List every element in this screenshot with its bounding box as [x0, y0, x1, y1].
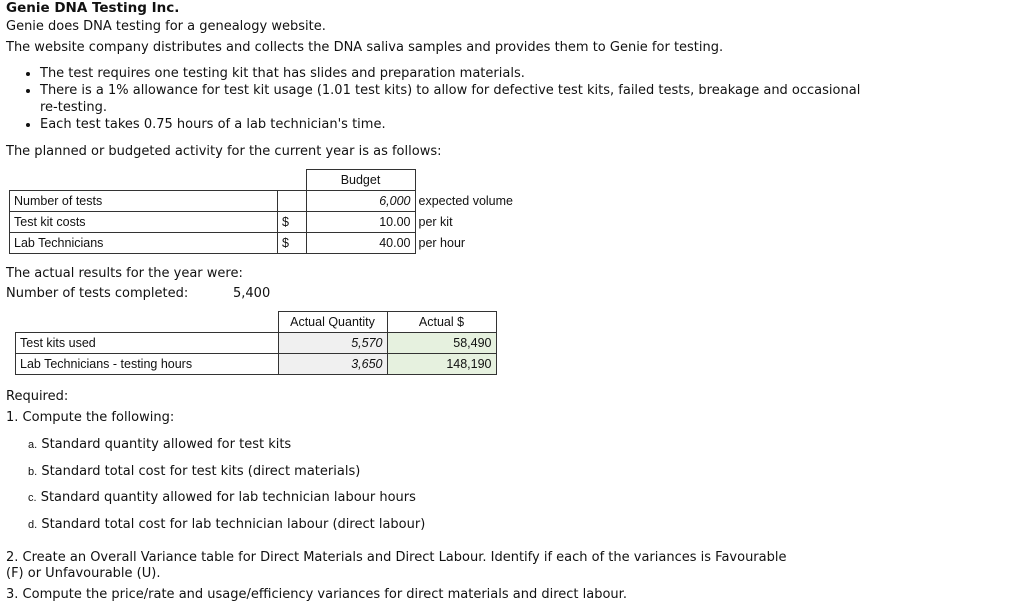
- row-label: Number of tests: [10, 191, 278, 212]
- question-2-line-1: 2. Create an Overall Variance table for Direct Materials and Direct Labour. Identify if each of the variances is Favourable: [6, 550, 787, 565]
- bullet-item: • The test requires one testing kit that has slides and preparation materials.: [40, 66, 880, 82]
- row-label: Lab Technicians: [10, 233, 278, 254]
- intro-line-2: The website company distributes and collects the DNA saliva samples and provides them to Genie for testing.: [6, 40, 724, 55]
- row-amount: 148,190: [387, 354, 496, 375]
- row-label: Test kit costs: [10, 212, 278, 233]
- row-value: 40.00: [306, 233, 415, 254]
- actual-quantity-header: Actual Quantity: [278, 312, 387, 333]
- actual-table: [15, 311, 497, 375]
- intro-line-1: Genie does DNA testing for a genealogy website.: [6, 19, 326, 34]
- row-label: Lab Technicians - testing hours: [16, 354, 279, 375]
- table-row: [16, 354, 497, 375]
- row-label: Test kits used: [16, 333, 279, 354]
- bullet-item: • There is a 1% allowance for test kit usage (1.01 test kits) to allow for defective test kits, failed tests, breakage and occasional re-testing.: [40, 83, 880, 116]
- row-note: per kit: [418, 215, 453, 229]
- table-row: [16, 333, 497, 354]
- tests-completed-value: 5,400: [233, 286, 271, 301]
- tests-completed-label: Number of tests completed:: [6, 286, 189, 301]
- budget-table: [9, 169, 518, 254]
- table-row: [10, 191, 518, 212]
- row-note: expected volume: [418, 194, 514, 208]
- requirements-list: [22, 66, 880, 133]
- actual-amount-header: Actual $: [387, 312, 496, 333]
- row-note: per hour: [418, 236, 466, 250]
- table-row: [10, 212, 518, 233]
- row-value: 10.00: [306, 212, 415, 233]
- row-currency: [278, 191, 307, 212]
- row-currency: $: [278, 212, 307, 233]
- row-quantity: 5,570: [278, 333, 387, 354]
- question-1a: a. Standard quantity allowed for test kits: [28, 437, 292, 452]
- question-1c: c. Standard quantity allowed for lab technician labour hours: [28, 490, 416, 505]
- question-1: 1. Compute the following:: [6, 410, 175, 425]
- question-3: 3. Compute the price/rate and usage/efficiency variances for direct materials and direct labour.: [6, 587, 627, 602]
- budget-intro: The planned or budgeted activity for the current year is as follows:: [6, 144, 442, 159]
- table-row: [10, 233, 518, 254]
- question-1d: d. Standard total cost for lab technician labour (direct labour): [28, 517, 426, 532]
- budget-header: Budget: [306, 170, 415, 191]
- document-title: Genie DNA Testing Inc.: [6, 0, 180, 16]
- question-1b: b. Standard total cost for test kits (direct materials): [28, 464, 361, 479]
- bullet-item: • Each test takes 0.75 hours of a lab technician's time.: [40, 117, 880, 133]
- row-currency: $: [278, 233, 307, 254]
- question-2-line-2: (F) or Unfavourable (U).: [6, 566, 161, 581]
- row-value: 6,000: [306, 191, 415, 212]
- required-label: Required:: [6, 389, 69, 404]
- row-amount: 58,490: [387, 333, 496, 354]
- actual-intro: The actual results for the year were:: [6, 266, 243, 281]
- row-quantity: 3,650: [278, 354, 387, 375]
